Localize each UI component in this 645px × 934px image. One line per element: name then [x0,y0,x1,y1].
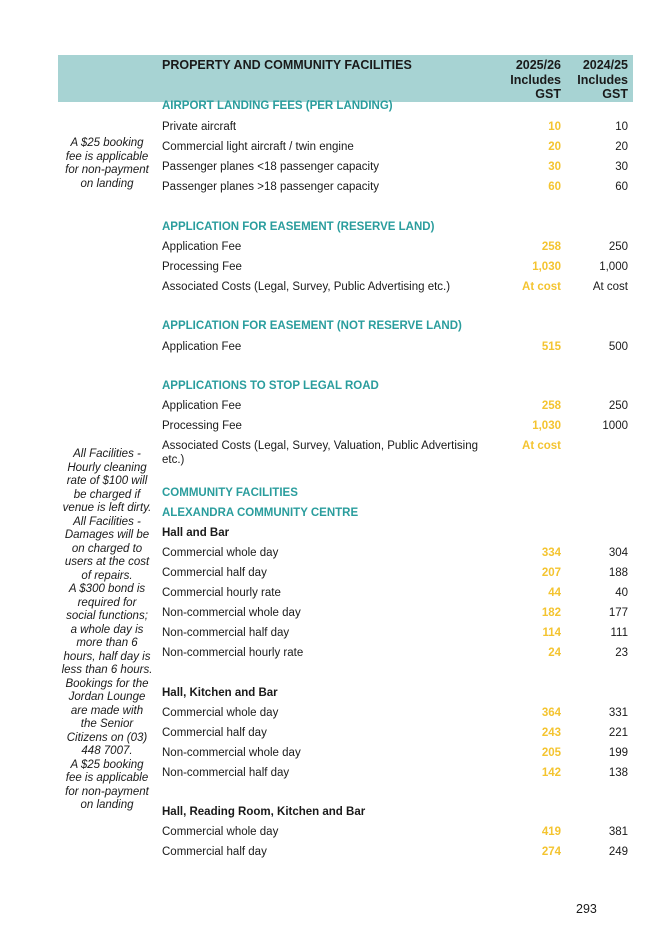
value-2025-26: 1,030 [532,261,561,273]
note-line: the Senior [80,718,134,730]
value-2024-25: At cost [592,281,628,293]
value-2025-26: 334 [541,547,561,559]
value-2024-25: 10 [615,121,628,133]
row-label: Commercial whole day [162,826,279,838]
value-2024-25: 111 [610,627,628,639]
row-label: Hall and Bar [162,527,230,539]
note-line: Damages will be [64,529,150,541]
value-2025-26: 258 [541,241,561,253]
row-label: Hall, Kitchen and Bar [162,687,278,699]
value-2024-25: 500 [608,341,628,353]
note-line: Bookings for the [65,677,149,690]
page-number: 293 [576,902,597,916]
value-2025-26: 44 [548,587,561,599]
note-line: required for [77,596,137,609]
note-line: be charged if [73,488,141,501]
note-line: venue is left dirty. [62,502,152,514]
note-line: a whole day is [70,623,144,636]
value-2024-25: 199 [608,747,628,759]
note-line: rate of $100 will [66,475,148,487]
note-line: of repairs. [81,569,133,582]
table-header [58,55,633,102]
row-label: Commercial whole day [162,707,279,719]
value-2025-26: 205 [541,747,561,759]
value-2024-25: 60 [615,181,628,193]
row-label: Commercial light aircraft / twin engine [162,141,354,153]
value-2025-26: 1,030 [532,420,561,432]
row-label: Commercial half day [162,727,267,739]
note-line: A $300 bond is [68,583,146,595]
value-2024-25: 177 [608,607,628,619]
value-2024-25: 40 [615,587,628,599]
note-line: are made with [70,704,144,717]
note-line: A $25 booking [70,758,144,771]
value-2024-25: 23 [615,647,628,659]
note-line: for non-payment [65,785,149,798]
row-label: Application Fee [162,400,242,412]
value-2025-26: 114 [542,627,561,639]
value-2025-26: At cost [522,440,561,452]
row-label: Commercial whole day [162,547,279,559]
row-label: Commercial half day [162,567,267,579]
note-line: less than 6 hours. [61,664,153,676]
table-title: PROPERTY AND COMMUNITY FACILITIES [162,58,412,72]
note-line: on charged to [71,542,143,555]
row-label: ALEXANDRA COMMUNITY CENTRE [162,507,359,519]
note-line: fee is applicable [65,150,149,163]
note-line: users at the cost [64,556,150,568]
value-2024-25: 331 [608,707,628,719]
value-2025-26: 24 [548,647,561,659]
note-line: Jordan Lounge [68,691,146,703]
value-2025-26: 419 [541,826,561,838]
row-label: Commercial hourly rate [162,587,281,599]
note-line: for non-payment [65,164,149,176]
value-2025-26: 30 [548,161,561,173]
value-2025-26: 182 [541,607,561,619]
value-2025-26: 60 [548,181,561,193]
value-2025-26: 364 [541,707,561,719]
value-2024-25: 221 [608,727,628,739]
value-2025-26: At cost [522,281,561,293]
row-label: Processing Fee [162,420,242,432]
note-line: All Facilities - [73,515,141,528]
row-label: Processing Fee [162,261,242,273]
note-line: on landing [80,177,134,190]
value-2024-25: 30 [615,161,628,173]
note-line: social functions; [66,610,148,622]
column-2024-25: 2024/25 Includes GST [577,58,628,101]
value-2025-26: 20 [548,141,561,153]
note-line: hours, half day is [63,650,151,663]
row-label: Non-commercial half day [162,767,290,779]
airport-booking-note [58,137,156,191]
row-label: Hall, Reading Room, Kitchen and Bar [162,806,366,818]
row-label: Passenger planes <18 passenger capacity [162,161,380,173]
row-label: Non-commercial whole day [162,607,301,619]
row-label: Application Fee [162,341,242,353]
note-line: fee is applicable [65,772,149,784]
value-2024-25: 304 [608,547,628,559]
note-line: Citizens on (03) [66,731,148,744]
row-label: Private aircraft [162,121,237,133]
note-line: Hourly cleaning [67,461,147,474]
row-label: APPLICATION FOR EASEMENT (RESERVE LAND) [162,221,435,233]
value-2024-25: 1,000 [599,261,628,273]
row-label: Passenger planes >18 passenger capacity [162,181,380,193]
note-line: on landing [80,799,134,811]
value-2024-25: 20 [615,141,628,153]
value-2024-25: 138 [608,767,628,779]
row-label: Associated Costs (Legal, Survey, Valuation, Public Advertising etc.) [162,440,478,466]
row-label: Non-commercial hourly rate [162,647,304,659]
note-line: A $25 booking [70,137,144,149]
value-2024-25: 1000 [602,420,628,432]
value-2024-25: 249 [608,846,628,858]
row-label: APPLICATION FOR EASEMENT (NOT RESERVE LAND) [162,320,462,332]
value-2024-25: 250 [608,241,628,253]
row-label: Associated Costs (Legal, Survey, Public Advertising etc.) [162,281,451,293]
value-2024-25: 381 [608,826,628,838]
value-2025-26: 207 [541,567,561,579]
row-label: Non-commercial whole day [162,747,301,759]
value-2024-25: 250 [608,400,628,412]
note-line: All Facilities - [73,448,141,460]
note-line: 448 7007. [81,745,133,757]
row-label: AIRPORT LANDING FEES (PER LANDING) [162,100,393,112]
row-label: Application Fee [162,241,242,253]
value-2025-26: 515 [541,341,561,353]
community-facilities-note [58,448,156,813]
value-2025-26: 243 [541,727,561,739]
row-label: COMMUNITY FACILITIES [162,487,298,499]
row-label: Commercial half day [162,846,267,858]
row-label: Non-commercial half day [162,627,290,639]
value-2024-25: 188 [608,567,628,579]
column-2025-26: 2025/26 Includes GST [510,58,561,101]
value-2025-26: 142 [541,767,561,779]
row-label: APPLICATIONS TO STOP LEGAL ROAD [162,380,379,392]
value-2025-26: 274 [541,846,561,858]
note-line: more than 6 [76,637,138,649]
value-2025-26: 10 [548,121,561,133]
value-2025-26: 258 [541,400,561,412]
